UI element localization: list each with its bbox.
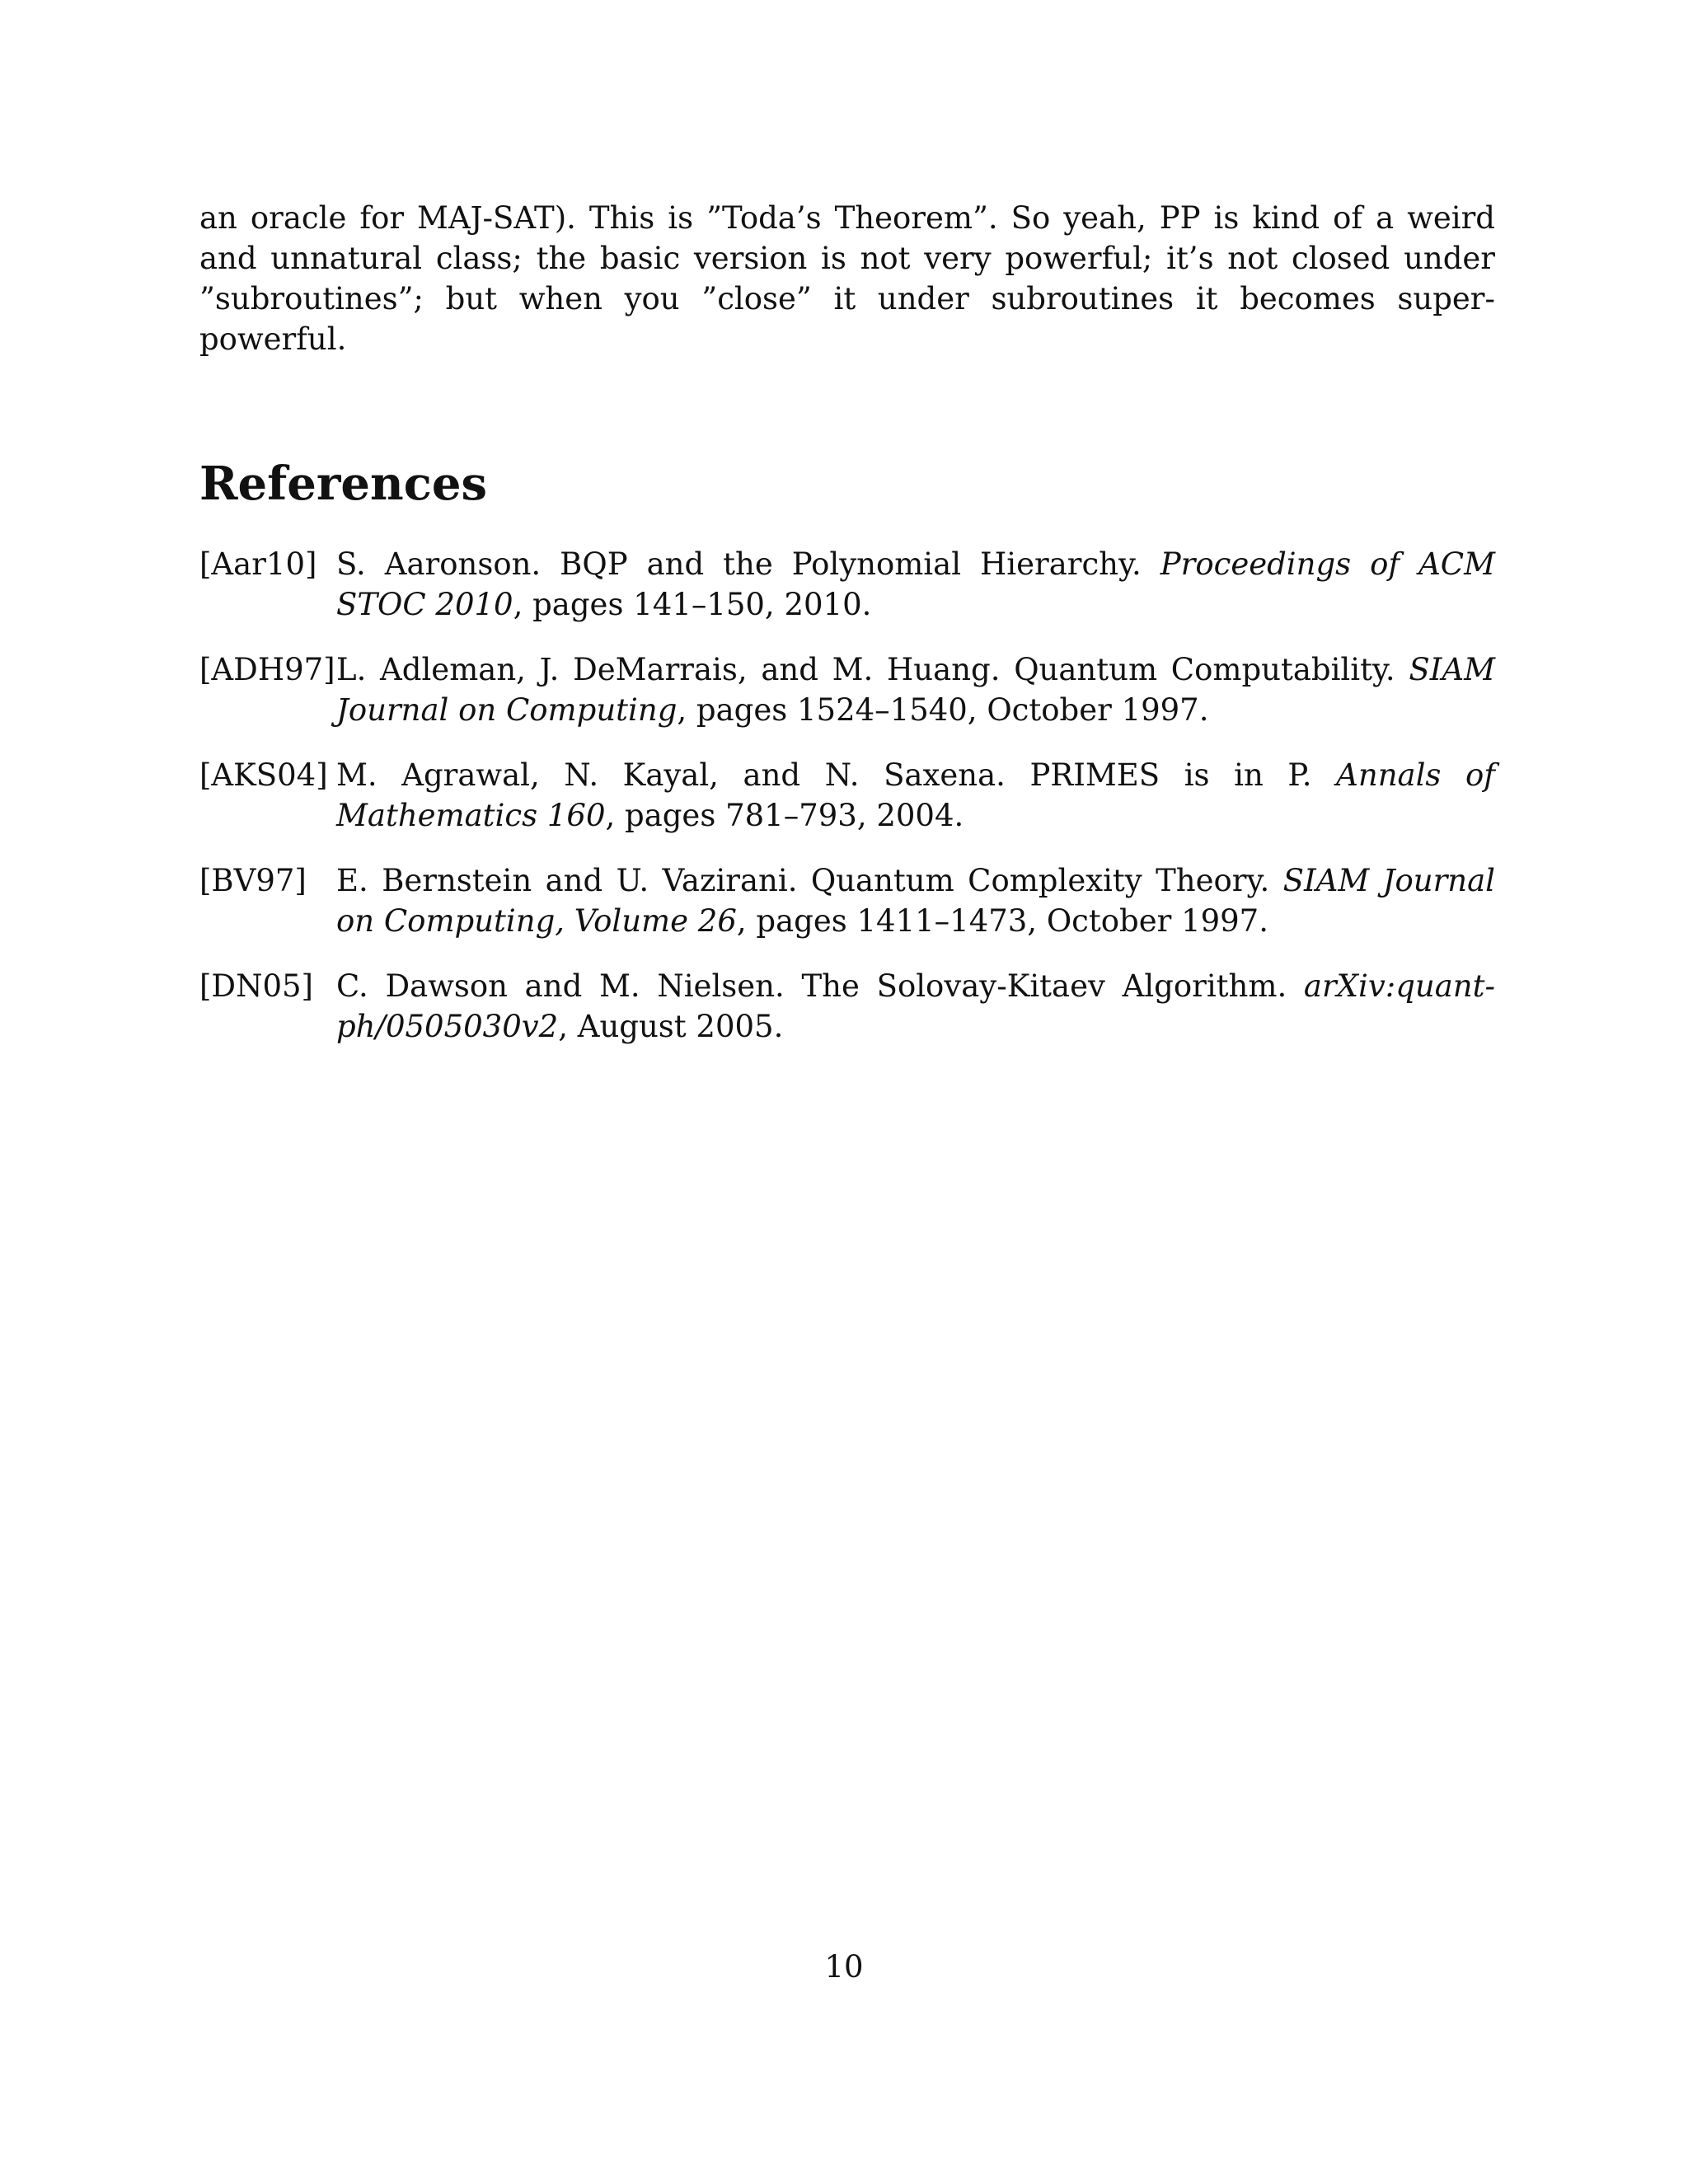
- reference-item: [199, 649, 1495, 730]
- reference-body: [336, 649, 1495, 730]
- reference-item: [199, 860, 1495, 941]
- reference-item: [199, 544, 1495, 625]
- body-paragraph: an oracle for MAJ-SAT). This is ”Toda’s Theorem”. So yeah, PP is kind of a weird and unnatural class; the basic version is not very powerful; it’s not closed under ”subroutines”; but when you ”close” it under subroutines it becomes super-powerful.: [199, 200, 1495, 357]
- reference-venue: SIAM Journal on Computing, Volume 26: [336, 863, 1495, 939]
- reference-text: S. Aaronson. BQP and the Polynomial Hierarchy.: [336, 546, 1160, 582]
- reference-list: [199, 544, 1495, 1071]
- reference-key: [AKS04]: [199, 757, 328, 793]
- reference-tail: , pages 1411–1473, October 1997.: [736, 903, 1268, 939]
- page-number: 10: [824, 1949, 864, 1985]
- reference-body: [336, 966, 1495, 1047]
- reference-key: [Aar10]: [199, 546, 317, 582]
- reference-tail: , pages 781–793, 2004.: [605, 798, 964, 833]
- reference-key: [ADH97]: [199, 652, 335, 687]
- reference-key: [DN05]: [199, 968, 313, 1004]
- reference-venue: SIAM Journal on Computing: [336, 652, 1495, 728]
- reference-body: [336, 755, 1495, 836]
- reference-tail: , pages 1524–1540, October 1997.: [677, 692, 1209, 728]
- section-title-references: References: [199, 457, 487, 511]
- reference-text: M. Agrawal, N. Kayal, and N. Saxena. PRIMES is in P.: [336, 757, 1337, 793]
- reference-tail: , August 2005.: [558, 1009, 784, 1044]
- reference-text: C. Dawson and M. Nielsen. The Solovay-Kitaev Algorithm.: [336, 968, 1304, 1004]
- reference-venue: Annals of Mathematics 160: [336, 757, 1495, 833]
- reference-tail: , pages 141–150, 2010.: [513, 587, 872, 622]
- reference-body: [336, 544, 1495, 625]
- reference-key: [BV97]: [199, 863, 307, 898]
- reference-item: [199, 755, 1495, 836]
- reference-item: [199, 966, 1495, 1047]
- reference-body: [336, 860, 1495, 941]
- reference-text: E. Bernstein and U. Vazirani. Quantum Complexity Theory.: [336, 863, 1283, 898]
- reference-text: L. Adleman, J. DeMarrais, and M. Huang. Quantum Computability.: [336, 652, 1409, 687]
- reference-venue: Proceedings of ACM STOC 2010: [336, 546, 1495, 622]
- reference-venue: arXiv:quant-ph/0505030v2: [336, 968, 1495, 1044]
